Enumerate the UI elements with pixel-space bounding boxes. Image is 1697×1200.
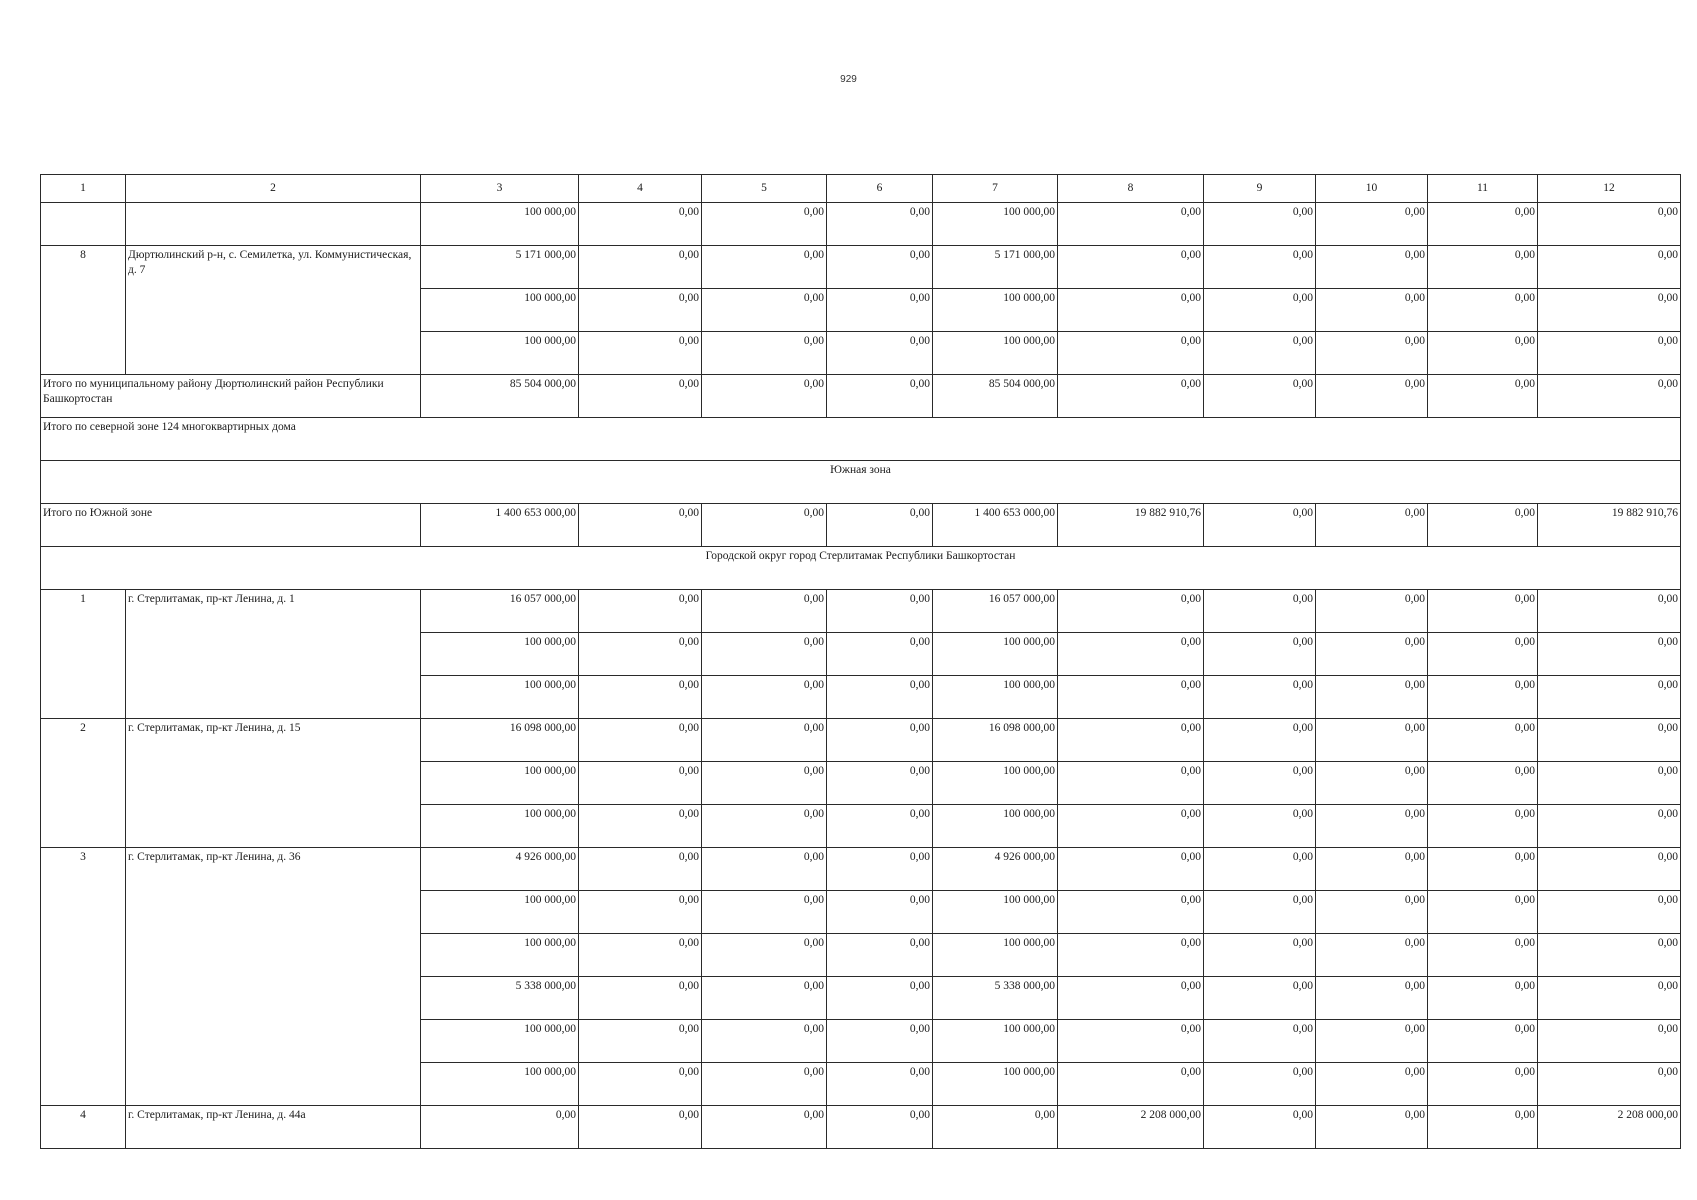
amount-cell: 0,00	[702, 289, 827, 332]
amount-cell: 0,00	[1428, 633, 1538, 676]
column-number-6: 6	[827, 175, 933, 203]
amount-cell: 4 926 000,00	[933, 848, 1058, 891]
amount-cell: 0,00	[1316, 1106, 1428, 1149]
amount-cell: 0,00	[1428, 1063, 1538, 1106]
amount-cell: 100 000,00	[421, 805, 579, 848]
amount-cell: 0,00	[1204, 1020, 1316, 1063]
amount-cell: 0,00	[702, 1063, 827, 1106]
amount-cell: 0,00	[827, 332, 933, 375]
amount-cell: 0,00	[827, 762, 933, 805]
amount-cell: 0,00	[1316, 805, 1428, 848]
table-row	[41, 203, 1681, 246]
section-heading-row	[41, 547, 1681, 590]
amount-cell: 0,00	[1538, 633, 1681, 676]
amount-cell: 0,00	[1316, 375, 1428, 418]
amount-cell: 0,00	[702, 1020, 827, 1063]
amount-cell: 0,00	[827, 1020, 933, 1063]
amount-cell: 0,00	[1058, 977, 1204, 1020]
amount-cell: 0,00	[1058, 934, 1204, 977]
amount-cell: 0,00	[579, 203, 702, 246]
amount-cell: 0,00	[579, 891, 702, 934]
column-number-12: 12	[1538, 175, 1681, 203]
amount-cell: 0,00	[1428, 676, 1538, 719]
amount-cell: 0,00	[1058, 375, 1204, 418]
budget-table	[40, 174, 1681, 1149]
amount-cell: 0,00	[1428, 590, 1538, 633]
amount-cell: 0,00	[1204, 719, 1316, 762]
amount-cell: 0,00	[1204, 504, 1316, 547]
table-row	[41, 590, 1681, 633]
amount-cell: 0,00	[827, 590, 933, 633]
column-number-row	[41, 175, 1681, 203]
amount-cell: 0,00	[1058, 848, 1204, 891]
amount-cell: 100 000,00	[933, 332, 1058, 375]
amount-cell: 0,00	[1204, 1063, 1316, 1106]
amount-cell: 0,00	[702, 977, 827, 1020]
amount-cell: 0,00	[1428, 762, 1538, 805]
amount-cell: 5 338 000,00	[421, 977, 579, 1020]
amount-cell: 0,00	[579, 504, 702, 547]
section-heading: Южная зона	[41, 461, 1681, 504]
amount-cell: 0,00	[702, 762, 827, 805]
amount-cell: 0,00	[1316, 934, 1428, 977]
amount-cell: 0,00	[1316, 289, 1428, 332]
amount-cell: 0,00	[1428, 1020, 1538, 1063]
amount-cell: 100 000,00	[421, 332, 579, 375]
amount-cell: 0,00	[702, 891, 827, 934]
amount-cell: 0,00	[1428, 719, 1538, 762]
amount-cell: 0,00	[1204, 762, 1316, 805]
amount-cell: 100 000,00	[421, 676, 579, 719]
amount-cell: 0,00	[1058, 590, 1204, 633]
amount-cell: 0,00	[579, 1106, 702, 1149]
address-cell: г. Стерлитамак, пр-кт Ленина, д. 36	[126, 848, 421, 1106]
amount-cell: 100 000,00	[421, 891, 579, 934]
amount-cell: 0,00	[1538, 1063, 1681, 1106]
amount-cell: 0,00	[1538, 375, 1681, 418]
amount-cell: 0,00	[1538, 719, 1681, 762]
amount-cell: 0,00	[1316, 1020, 1428, 1063]
amount-cell: 5 338 000,00	[933, 977, 1058, 1020]
amount-cell: 0,00	[579, 1020, 702, 1063]
amount-cell: 0,00	[1538, 203, 1681, 246]
amount-cell: 0,00	[827, 934, 933, 977]
address-cell	[126, 203, 421, 246]
amount-cell: 0,00	[827, 891, 933, 934]
amount-cell: 16 098 000,00	[933, 719, 1058, 762]
section-heading: Городской округ город Стерлитамак Республики Башкортостан	[41, 547, 1681, 590]
amount-cell: 0,00	[1204, 891, 1316, 934]
amount-cell: 100 000,00	[933, 289, 1058, 332]
amount-cell: 0,00	[702, 590, 827, 633]
amount-cell: 0,00	[827, 375, 933, 418]
amount-cell: 0,00	[1058, 762, 1204, 805]
amount-cell: 0,00	[1204, 1106, 1316, 1149]
amount-cell: 5 171 000,00	[421, 246, 579, 289]
amount-cell: 2 208 000,00	[1538, 1106, 1681, 1149]
column-number-11: 11	[1428, 175, 1538, 203]
amount-cell: 0,00	[702, 719, 827, 762]
column-number-10: 10	[1316, 175, 1428, 203]
zone-total-note-row	[41, 418, 1681, 461]
amount-cell: 0,00	[1058, 719, 1204, 762]
amount-cell: 0,00	[1204, 375, 1316, 418]
column-number-2: 2	[126, 175, 421, 203]
amount-cell: 0,00	[1204, 332, 1316, 375]
row-number-cell	[41, 203, 126, 246]
amount-cell: 100 000,00	[421, 203, 579, 246]
amount-cell: 16 098 000,00	[421, 719, 579, 762]
amount-cell: 0,00	[1204, 633, 1316, 676]
column-number-3: 3	[421, 175, 579, 203]
amount-cell: 0,00	[1058, 676, 1204, 719]
amount-cell: 0,00	[702, 203, 827, 246]
amount-cell: 100 000,00	[421, 1020, 579, 1063]
total-label: Итого по муниципальному району Дюртюлинский район Республики Башкортостан	[41, 375, 421, 418]
total-row	[41, 504, 1681, 547]
row-number-cell: 1	[41, 590, 126, 719]
amount-cell: 19 882 910,76	[1058, 504, 1204, 547]
amount-cell: 0,00	[579, 977, 702, 1020]
amount-cell: 0,00	[827, 719, 933, 762]
amount-cell: 0,00	[1058, 891, 1204, 934]
amount-cell: 0,00	[1316, 977, 1428, 1020]
amount-cell: 0,00	[827, 203, 933, 246]
amount-cell: 0,00	[1428, 504, 1538, 547]
amount-cell: 0,00	[827, 848, 933, 891]
amount-cell: 0,00	[579, 633, 702, 676]
amount-cell: 100 000,00	[933, 762, 1058, 805]
amount-cell: 0,00	[1538, 805, 1681, 848]
column-number-5: 5	[702, 175, 827, 203]
amount-cell: 0,00	[827, 246, 933, 289]
amount-cell: 16 057 000,00	[421, 590, 579, 633]
amount-cell: 100 000,00	[933, 676, 1058, 719]
zone-total-note: Итого по северной зоне 124 многоквартирных дома	[41, 418, 1681, 461]
amount-cell: 0,00	[1204, 848, 1316, 891]
amount-cell: 100 000,00	[933, 1063, 1058, 1106]
amount-cell: 0,00	[827, 289, 933, 332]
column-number-8: 8	[1058, 175, 1204, 203]
amount-cell: 0,00	[1058, 203, 1204, 246]
amount-cell: 0,00	[827, 805, 933, 848]
amount-cell: 100 000,00	[933, 891, 1058, 934]
amount-cell: 0,00	[827, 676, 933, 719]
amount-cell: 0,00	[1316, 762, 1428, 805]
amount-cell: 0,00	[1204, 590, 1316, 633]
amount-cell: 0,00	[1058, 332, 1204, 375]
amount-cell: 100 000,00	[421, 1063, 579, 1106]
row-number-cell: 3	[41, 848, 126, 1106]
amount-cell: 0,00	[1316, 1063, 1428, 1106]
amount-cell: 0,00	[1316, 203, 1428, 246]
amount-cell: 0,00	[1538, 977, 1681, 1020]
amount-cell: 0,00	[1538, 934, 1681, 977]
amount-cell: 2 208 000,00	[1058, 1106, 1204, 1149]
amount-cell: 0,00	[579, 762, 702, 805]
amount-cell: 100 000,00	[933, 203, 1058, 246]
amount-cell: 0,00	[1316, 633, 1428, 676]
amount-cell: 0,00	[579, 289, 702, 332]
amount-cell: 100 000,00	[421, 934, 579, 977]
amount-cell: 0,00	[1428, 375, 1538, 418]
amount-cell: 0,00	[1428, 332, 1538, 375]
amount-cell: 0,00	[579, 848, 702, 891]
amount-cell: 0,00	[1428, 246, 1538, 289]
amount-cell: 1 400 653 000,00	[421, 504, 579, 547]
amount-cell: 0,00	[1316, 590, 1428, 633]
amount-cell: 0,00	[1316, 246, 1428, 289]
amount-cell: 0,00	[702, 633, 827, 676]
row-number-cell: 4	[41, 1106, 126, 1149]
amount-cell: 0,00	[1316, 719, 1428, 762]
amount-cell: 100 000,00	[933, 1020, 1058, 1063]
amount-cell: 100 000,00	[421, 289, 579, 332]
amount-cell: 0,00	[579, 1063, 702, 1106]
amount-cell: 0,00	[421, 1106, 579, 1149]
page-number: 929	[840, 74, 857, 85]
amount-cell: 0,00	[1538, 762, 1681, 805]
amount-cell: 0,00	[1204, 676, 1316, 719]
amount-cell: 0,00	[702, 375, 827, 418]
amount-cell: 0,00	[702, 934, 827, 977]
amount-cell: 0,00	[1538, 1020, 1681, 1063]
amount-cell: 0,00	[702, 504, 827, 547]
table-row	[41, 1106, 1681, 1149]
amount-cell: 0,00	[579, 590, 702, 633]
amount-cell: 100 000,00	[933, 633, 1058, 676]
amount-cell: 0,00	[1538, 590, 1681, 633]
amount-cell: 85 504 000,00	[933, 375, 1058, 418]
amount-cell: 0,00	[579, 719, 702, 762]
amount-cell: 0,00	[1058, 633, 1204, 676]
amount-cell: 0,00	[1538, 289, 1681, 332]
amount-cell: 0,00	[702, 676, 827, 719]
amount-cell: 4 926 000,00	[421, 848, 579, 891]
table-row	[41, 848, 1681, 891]
amount-cell: 0,00	[1538, 891, 1681, 934]
amount-cell: 19 882 910,76	[1538, 504, 1681, 547]
section-heading-row	[41, 461, 1681, 504]
amount-cell: 100 000,00	[421, 633, 579, 676]
amount-cell: 0,00	[1428, 203, 1538, 246]
amount-cell: 0,00	[1058, 246, 1204, 289]
amount-cell: 0,00	[579, 246, 702, 289]
amount-cell: 0,00	[827, 633, 933, 676]
amount-cell: 5 171 000,00	[933, 246, 1058, 289]
table-row	[41, 246, 1681, 289]
amount-cell: 0,00	[579, 934, 702, 977]
amount-cell: 0,00	[1204, 289, 1316, 332]
amount-cell: 0,00	[1316, 332, 1428, 375]
amount-cell: 0,00	[1204, 246, 1316, 289]
row-number-cell: 8	[41, 246, 126, 375]
table-row	[41, 719, 1681, 762]
amount-cell: 100 000,00	[933, 805, 1058, 848]
amount-cell: 0,00	[827, 977, 933, 1020]
amount-cell: 0,00	[1428, 977, 1538, 1020]
amount-cell: 16 057 000,00	[933, 590, 1058, 633]
amount-cell: 0,00	[1058, 1063, 1204, 1106]
column-number-4: 4	[579, 175, 702, 203]
amount-cell: 0,00	[1316, 504, 1428, 547]
amount-cell: 0,00	[1428, 1106, 1538, 1149]
amount-cell: 0,00	[1316, 848, 1428, 891]
amount-cell: 0,00	[702, 848, 827, 891]
amount-cell: 0,00	[933, 1106, 1058, 1149]
amount-cell: 0,00	[1204, 203, 1316, 246]
amount-cell: 0,00	[1058, 289, 1204, 332]
amount-cell: 0,00	[827, 1106, 933, 1149]
amount-cell: 0,00	[1538, 676, 1681, 719]
amount-cell: 1 400 653 000,00	[933, 504, 1058, 547]
amount-cell: 0,00	[1428, 891, 1538, 934]
address-cell: г. Стерлитамак, пр-кт Ленина, д. 15	[126, 719, 421, 848]
amount-cell: 0,00	[579, 375, 702, 418]
amount-cell: 0,00	[1058, 1020, 1204, 1063]
amount-cell: 0,00	[1316, 676, 1428, 719]
address-cell: г. Стерлитамак, пр-кт Ленина, д. 1	[126, 590, 421, 719]
amount-cell: 0,00	[1538, 246, 1681, 289]
amount-cell: 0,00	[827, 504, 933, 547]
amount-cell: 0,00	[579, 676, 702, 719]
column-number-9: 9	[1204, 175, 1316, 203]
amount-cell: 0,00	[1316, 891, 1428, 934]
amount-cell: 0,00	[702, 246, 827, 289]
amount-cell: 100 000,00	[421, 762, 579, 805]
column-number-7: 7	[933, 175, 1058, 203]
amount-cell: 100 000,00	[933, 934, 1058, 977]
total-row	[41, 375, 1681, 418]
address-cell: г. Стерлитамак, пр-кт Ленина, д. 44а	[126, 1106, 421, 1149]
amount-cell: 0,00	[1058, 805, 1204, 848]
amount-cell: 0,00	[1204, 977, 1316, 1020]
amount-cell: 0,00	[702, 1106, 827, 1149]
amount-cell: 0,00	[1204, 805, 1316, 848]
amount-cell: 0,00	[702, 805, 827, 848]
amount-cell: 0,00	[1428, 934, 1538, 977]
amount-cell: 0,00	[579, 332, 702, 375]
amount-cell: 0,00	[1538, 332, 1681, 375]
row-number-cell: 2	[41, 719, 126, 848]
amount-cell: 0,00	[1428, 848, 1538, 891]
total-label: Итого по Южной зоне	[41, 504, 421, 547]
amount-cell: 0,00	[702, 332, 827, 375]
amount-cell: 0,00	[579, 805, 702, 848]
amount-cell: 85 504 000,00	[421, 375, 579, 418]
amount-cell: 0,00	[1204, 934, 1316, 977]
amount-cell: 0,00	[1538, 848, 1681, 891]
column-number-1: 1	[41, 175, 126, 203]
amount-cell: 0,00	[1428, 289, 1538, 332]
address-cell: Дюртюлинский р-н, с. Семилетка, ул. Коммунистическая, д. 7	[126, 246, 421, 375]
amount-cell: 0,00	[1428, 805, 1538, 848]
amount-cell: 0,00	[827, 1063, 933, 1106]
